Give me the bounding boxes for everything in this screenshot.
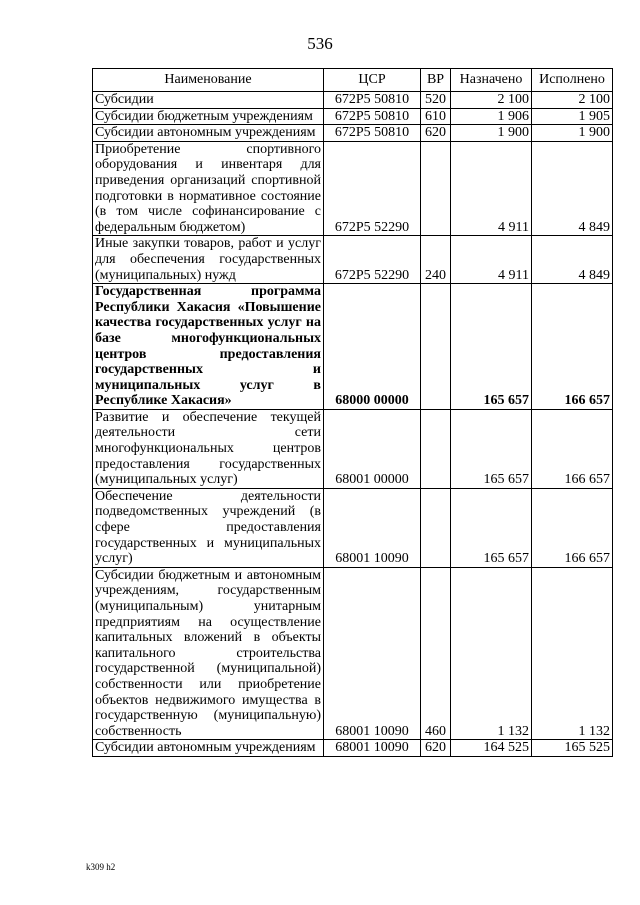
row-planned: 1 906	[451, 108, 532, 125]
row-executed: 4 849	[532, 141, 613, 236]
row-planned: 165 657	[451, 488, 532, 567]
row-vr: 520	[421, 92, 451, 109]
row-name: Приобретение спортивного оборудования и инвентаря для приведения организаций спортивной подготовки в нормативное состояние (в том числе софинансирование с федеральным бюджетом)	[93, 141, 324, 236]
row-planned: 2 100	[451, 92, 532, 109]
row-executed: 165 525	[532, 740, 613, 757]
row-name: Государственная программа Республики Хакасия «Повышение качества государственных услуг на базе многофункциональных центров предоставления государственных и муниципальных услуг в Республике Хакасия»	[93, 284, 324, 410]
header-executed: Исполнено	[532, 69, 613, 92]
row-executed: 166 657	[532, 488, 613, 567]
table-row	[93, 92, 613, 109]
row-csr: 672Р5 52290	[324, 236, 421, 284]
header-vr: ВР	[421, 69, 451, 92]
table-row	[93, 567, 613, 740]
row-vr: 460	[421, 567, 451, 740]
row-executed: 166 657	[532, 409, 613, 488]
row-name: Субсидии автономным учреждениям	[93, 125, 324, 142]
row-name: Развитие и обеспечение текущей деятельности сети многофункциональных центров предоставления государственных (муниципальных услуг)	[93, 409, 324, 488]
row-csr: 68001 10090	[324, 567, 421, 740]
row-name: Обеспечение деятельности подведомственных учреждений (в сфере предоставления государственных и муниципальных услуг)	[93, 488, 324, 567]
row-executed: 2 100	[532, 92, 613, 109]
row-planned: 1 900	[451, 125, 532, 142]
row-name: Субсидии бюджетным и автономным учреждениям, государственным (муниципальным) унитарным предприятиям на осуществление капитальных вложений в объекты капитального строительства государственной (муниципальной) собственности или приобретение объектов недвижимого имущества в государственную (муниципальную) собственность	[93, 567, 324, 740]
row-planned: 4 911	[451, 141, 532, 236]
header-csr: ЦСР	[324, 69, 421, 92]
row-csr: 68000 00000	[324, 284, 421, 410]
row-planned: 1 132	[451, 567, 532, 740]
row-planned: 164 525	[451, 740, 532, 757]
table-row	[93, 236, 613, 284]
row-planned: 4 911	[451, 236, 532, 284]
row-vr: 610	[421, 108, 451, 125]
budget-table	[92, 68, 613, 757]
row-planned: 165 657	[451, 284, 532, 410]
table-row	[93, 409, 613, 488]
row-vr	[421, 488, 451, 567]
row-csr: 68001 10090	[324, 740, 421, 757]
row-executed: 1 132	[532, 567, 613, 740]
row-executed: 166 657	[532, 284, 613, 410]
document-footer-code: k309 h2	[86, 862, 116, 872]
header-name: Наименование	[93, 69, 324, 92]
row-vr: 620	[421, 740, 451, 757]
row-name: Субсидии бюджетным учреждениям	[93, 108, 324, 125]
row-csr: 672Р5 50810	[324, 108, 421, 125]
table-header-row	[93, 69, 613, 92]
row-csr: 68001 00000	[324, 409, 421, 488]
row-csr: 672Р5 50810	[324, 125, 421, 142]
row-executed: 1 900	[532, 125, 613, 142]
row-csr: 672Р5 50810	[324, 92, 421, 109]
row-executed: 1 905	[532, 108, 613, 125]
table-row-program	[93, 284, 613, 410]
row-name: Иные закупки товаров, работ и услуг для обеспечения государственных (муниципальных) нужд	[93, 236, 324, 284]
row-planned: 165 657	[451, 409, 532, 488]
table-row	[93, 740, 613, 757]
row-executed: 4 849	[532, 236, 613, 284]
header-planned: Назначено	[451, 69, 532, 92]
row-vr	[421, 141, 451, 236]
table-row	[93, 141, 613, 236]
row-vr: 240	[421, 236, 451, 284]
table-row	[93, 108, 613, 125]
row-vr	[421, 409, 451, 488]
row-csr: 672Р5 52290	[324, 141, 421, 236]
table-row	[93, 488, 613, 567]
row-vr	[421, 284, 451, 410]
row-csr: 68001 10090	[324, 488, 421, 567]
page-number: 536	[307, 34, 333, 53]
row-name: Субсидии	[93, 92, 324, 109]
row-vr: 620	[421, 125, 451, 142]
table-row	[93, 125, 613, 142]
row-name: Субсидии автономным учреждениям	[93, 740, 324, 757]
